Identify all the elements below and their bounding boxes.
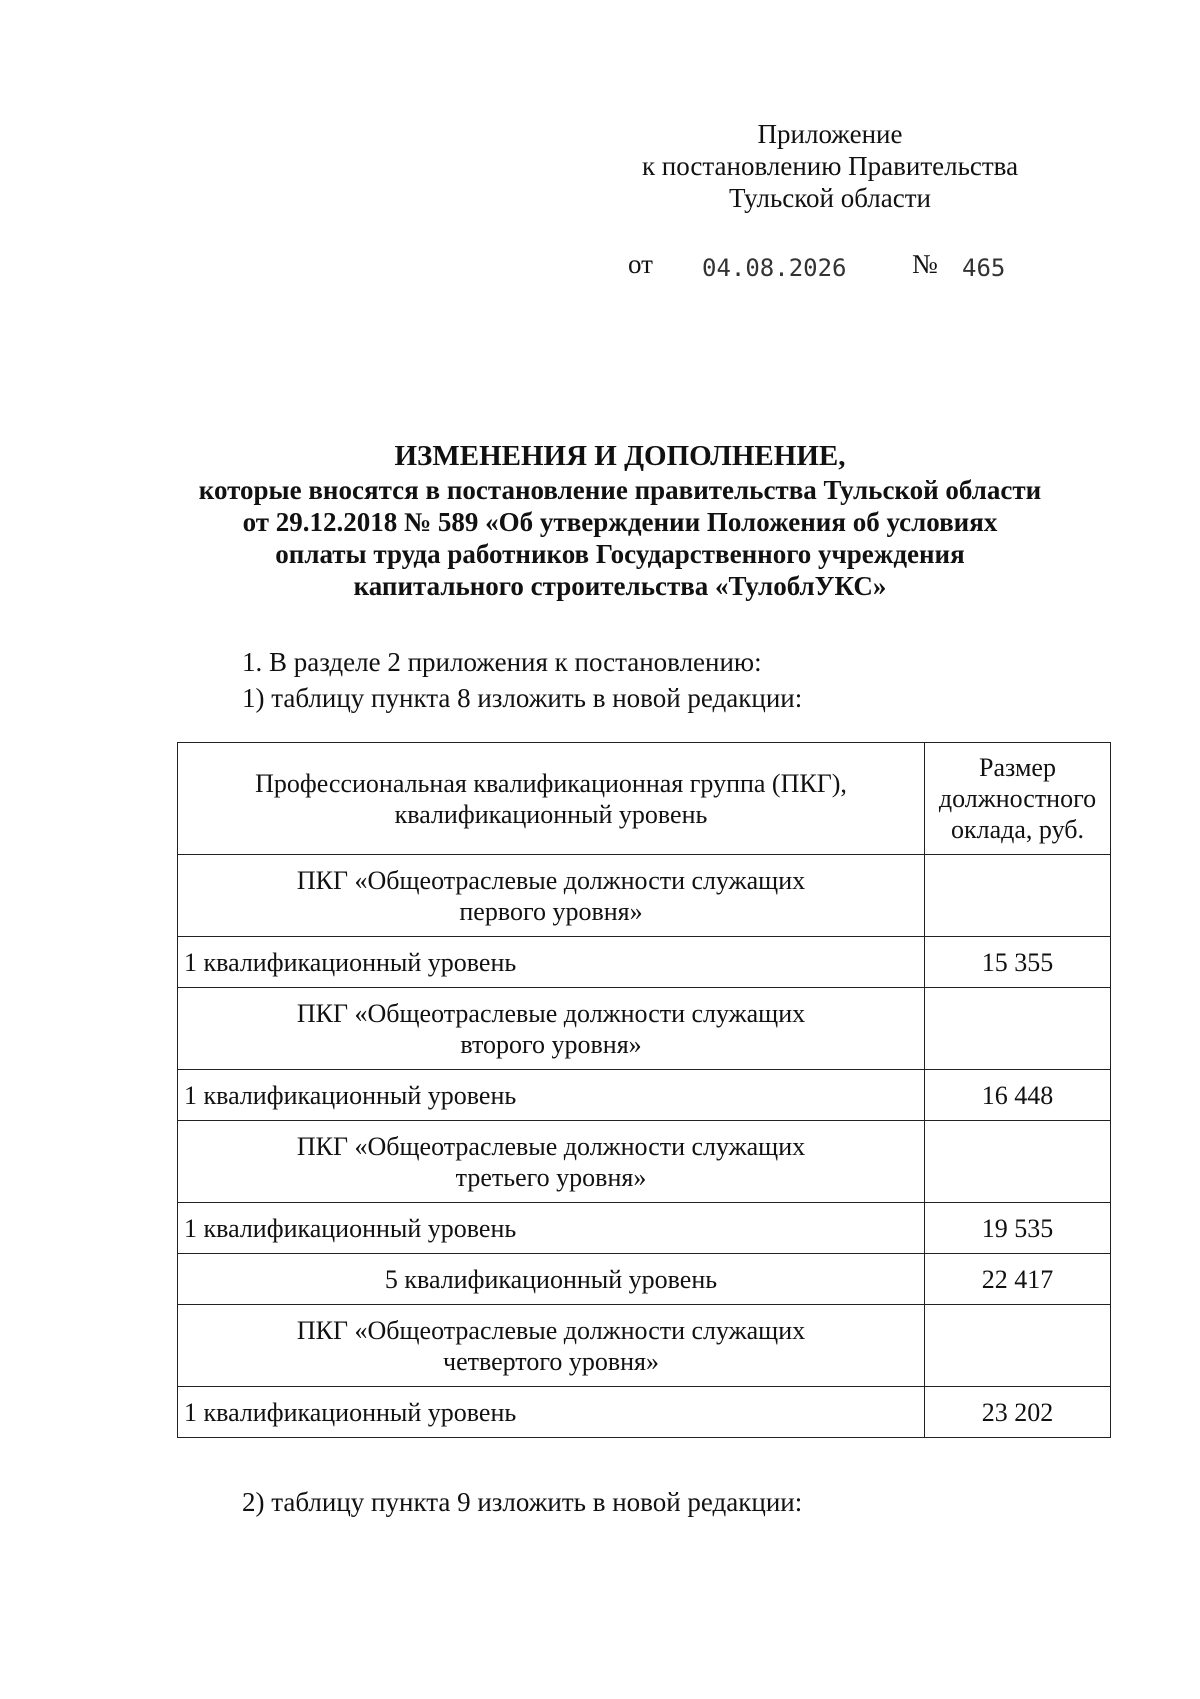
table-row [178, 1254, 1111, 1305]
pkg-group-line-1: ПКГ «Общеотраслевые должности служащих [296, 1315, 806, 1345]
salary-value-cell [925, 1305, 1111, 1387]
decree-date: 04.08.2026 [702, 254, 847, 282]
pkg-group-cell [178, 1305, 925, 1387]
paragraph-item-1: 1. В разделе 2 приложения к постановлению: [242, 647, 762, 677]
paragraph-item-1-2: 2) таблицу пункта 9 изложить в новой редакции: [242, 1487, 803, 1517]
salary-value-cell: 23 202 [925, 1387, 1111, 1438]
pkg-group-cell [178, 1121, 925, 1203]
level-cell: 5 квалификационный уровень [178, 1254, 925, 1305]
header-pkg-cell [178, 743, 925, 855]
table-row [178, 1305, 1111, 1387]
title-line-3: от 29.12.2018 № 589 «Об утверждении Положения об условиях [242, 507, 998, 537]
decree-from-label: от [628, 249, 653, 279]
document-title [140, 438, 1100, 602]
pkg-group-line-2: третьего уровня» [455, 1162, 647, 1192]
decree-number-label: № [912, 249, 938, 279]
appendix-line-2: к постановлению Правительства [641, 151, 1019, 181]
salary-value-cell: 15 355 [925, 937, 1111, 988]
table-row [178, 855, 1111, 937]
header-salary-cell [925, 743, 1111, 855]
pkg-group-cell [178, 988, 925, 1070]
pkg-group-line-2: первого уровня» [459, 896, 643, 926]
title-main: ИЗМЕНЕНИЯ И ДОПОЛНЕНИЕ, [394, 440, 846, 472]
salary-value-cell: 16 448 [925, 1070, 1111, 1121]
table-row [178, 1070, 1111, 1121]
title-line-2: которые вносятся в постановление правительства Тульской области [198, 475, 1042, 505]
header-salary-line-2: должностного [938, 784, 1097, 813]
table-row [178, 1121, 1111, 1203]
table-header-row [178, 743, 1111, 855]
table-row [178, 937, 1111, 988]
header-pkg-line-1: Профессиональная квалификационная группа (ПКГ), [255, 768, 847, 798]
salary-table [177, 742, 1111, 1438]
header-pkg-line-2: квалификационный уровень [394, 799, 708, 829]
title-line-4: оплаты труда работников Государственного учреждения [275, 539, 965, 569]
salary-value-cell [925, 1121, 1111, 1203]
level-cell: 1 квалификационный уровень [178, 1070, 925, 1121]
appendix-line-3: Тульской области [729, 183, 931, 213]
salary-value-cell: 19 535 [925, 1203, 1111, 1254]
pkg-group-line-2: второго уровня» [460, 1029, 642, 1059]
table-row [178, 1203, 1111, 1254]
table-row [178, 988, 1111, 1070]
salary-value-cell: 22 417 [925, 1254, 1111, 1305]
appendix-header [600, 118, 1060, 214]
level-cell: 1 квалификационный уровень [178, 1203, 925, 1254]
appendix-line-1: Приложение [757, 119, 903, 149]
level-cell: 1 квалификационный уровень [178, 1387, 925, 1438]
header-salary-line-1: Размер [979, 753, 1056, 782]
pkg-group-line-2: четвертого уровня» [443, 1346, 659, 1376]
decree-number: 465 [962, 254, 1006, 282]
paragraph-item-1-1: 1) таблицу пункта 8 изложить в новой редакции: [242, 683, 803, 713]
pkg-group-cell [178, 855, 925, 937]
level-cell: 1 квалификационный уровень [178, 937, 925, 988]
pkg-group-line-1: ПКГ «Общеотраслевые должности служащих [296, 865, 806, 895]
pkg-group-line-1: ПКГ «Общеотраслевые должности служащих [296, 1131, 806, 1161]
title-line-5: капитального строительства «ТулоблУКС» [353, 571, 887, 601]
salary-value-cell [925, 988, 1111, 1070]
table-row [178, 1387, 1111, 1438]
pkg-group-line-1: ПКГ «Общеотраслевые должности служащих [296, 998, 806, 1028]
header-salary-line-3: оклада, руб. [951, 815, 1084, 844]
salary-value-cell [925, 855, 1111, 937]
